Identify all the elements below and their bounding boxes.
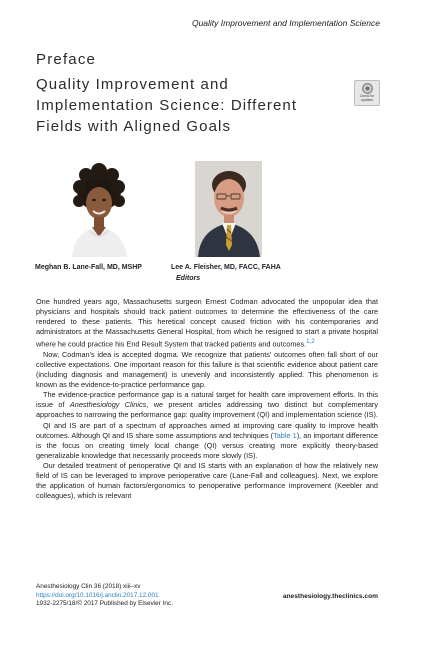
footer-doi-link[interactable]: https://doi.org/10.1016/j.anclin.2017.12.001 [36, 591, 159, 599]
badge-text [360, 95, 375, 103]
paragraph-3-text-a: The evidence-practice performance gap is a natural target for health care improvement efforts. In this issue of [36, 390, 378, 410]
table-1-link[interactable]: Table 1 [273, 430, 297, 440]
check-for-updates-badge[interactable] [354, 80, 380, 106]
body-text [36, 297, 378, 501]
title-line-2: Implementation Science: Different [36, 97, 298, 114]
reference-superscript[interactable]: 1,2 [306, 338, 315, 346]
journal-name: Anesthesiology Clinics [69, 400, 147, 410]
badge-text-line-1: Check for [359, 94, 375, 99]
section-label: Preface [36, 51, 97, 68]
paragraph-5: Our detailed treatment of perioperative QI and IS starts with an explanation of how the relatively new field of IS can be leveraged to improve perioperative care (Lane-Fall and colleagues). Next, we explore the application of human factors/ergonomics to perioperative performance improvement (Keebler and colleagues), which is relevant [36, 460, 378, 501]
paragraph-4 [36, 421, 378, 461]
portrait-man-icon [195, 161, 262, 257]
article-title [36, 74, 336, 137]
footer-site-link[interactable]: anesthesiology.theclinics.com [282, 593, 378, 600]
footer-citation: Anesthesiology Clin 36 (2018) xiii–xv [36, 583, 141, 590]
editor-photo-2 [195, 161, 262, 257]
editor-name-1: Meghan B. Lane-Fall, MD, MSHP [35, 264, 142, 271]
editor-photo-1 [66, 161, 133, 257]
paragraph-3 [36, 390, 378, 420]
paragraph-4-text-a: QI and IS are part of a spectrum of approaches aimed at improving care quality to improve health outcomes. Although QI and IS share some assumptions and techniques ( [36, 420, 378, 440]
paragraph-4-text-b: ), an important difference is the focus on creating timely local change (QI) versus creating more explicitly theory-based generalizable knowledge that necessarily proceeds more slowly (IS). [36, 430, 378, 460]
portrait-woman-icon [66, 161, 133, 257]
title-line-3: Fields with Aligned Goals [36, 118, 232, 135]
paragraph-1 [36, 297, 378, 350]
paragraph-1-text: One hundred years ago, Massachusetts surgeon Ernest Codman advocated the unpopular idea that physicians and hospitals should track patient outcomes to determine the effectiveness of the care rendered to these patients. This heretical concept caused friction with his contemporaries and administrators at the Massachusetts General Hospital, from which he resigned to start a private hospital where he could practice his End Result System that tracked patients and outcomes. [36, 297, 378, 349]
page-footer [36, 583, 378, 609]
editor-name-2: Lee A. Fleisher, MD, FACC, FAHA [171, 264, 281, 271]
editors-label: Editors [176, 275, 201, 282]
paragraph-2: Now, Codman's idea is accepted dogma. We recognize that patients' outcomes often fall short of our collective expectations. One important reason for this failure is that scientific evidence about patient care (including diagnosis and management) is unevenly and inconsistently applied. This phenomenon is known as the evidence-to-practice performance gap. [36, 349, 378, 390]
paragraph-3-text-b: , we present articles addressing two distinct but complementary approaches to narrowing the performance gap: quality improvement (QI) and implementation science (IS). [36, 400, 378, 420]
footer-issn: 1932-2275/18/© 2017 Published by Elsevier Inc. [36, 600, 173, 608]
check-for-updates-icon [362, 83, 373, 94]
badge-text-line-2: updates [360, 98, 374, 102]
title-line-1: Quality Improvement and [36, 76, 229, 93]
running-head: Quality Improvement and Implementation Science [191, 18, 380, 28]
